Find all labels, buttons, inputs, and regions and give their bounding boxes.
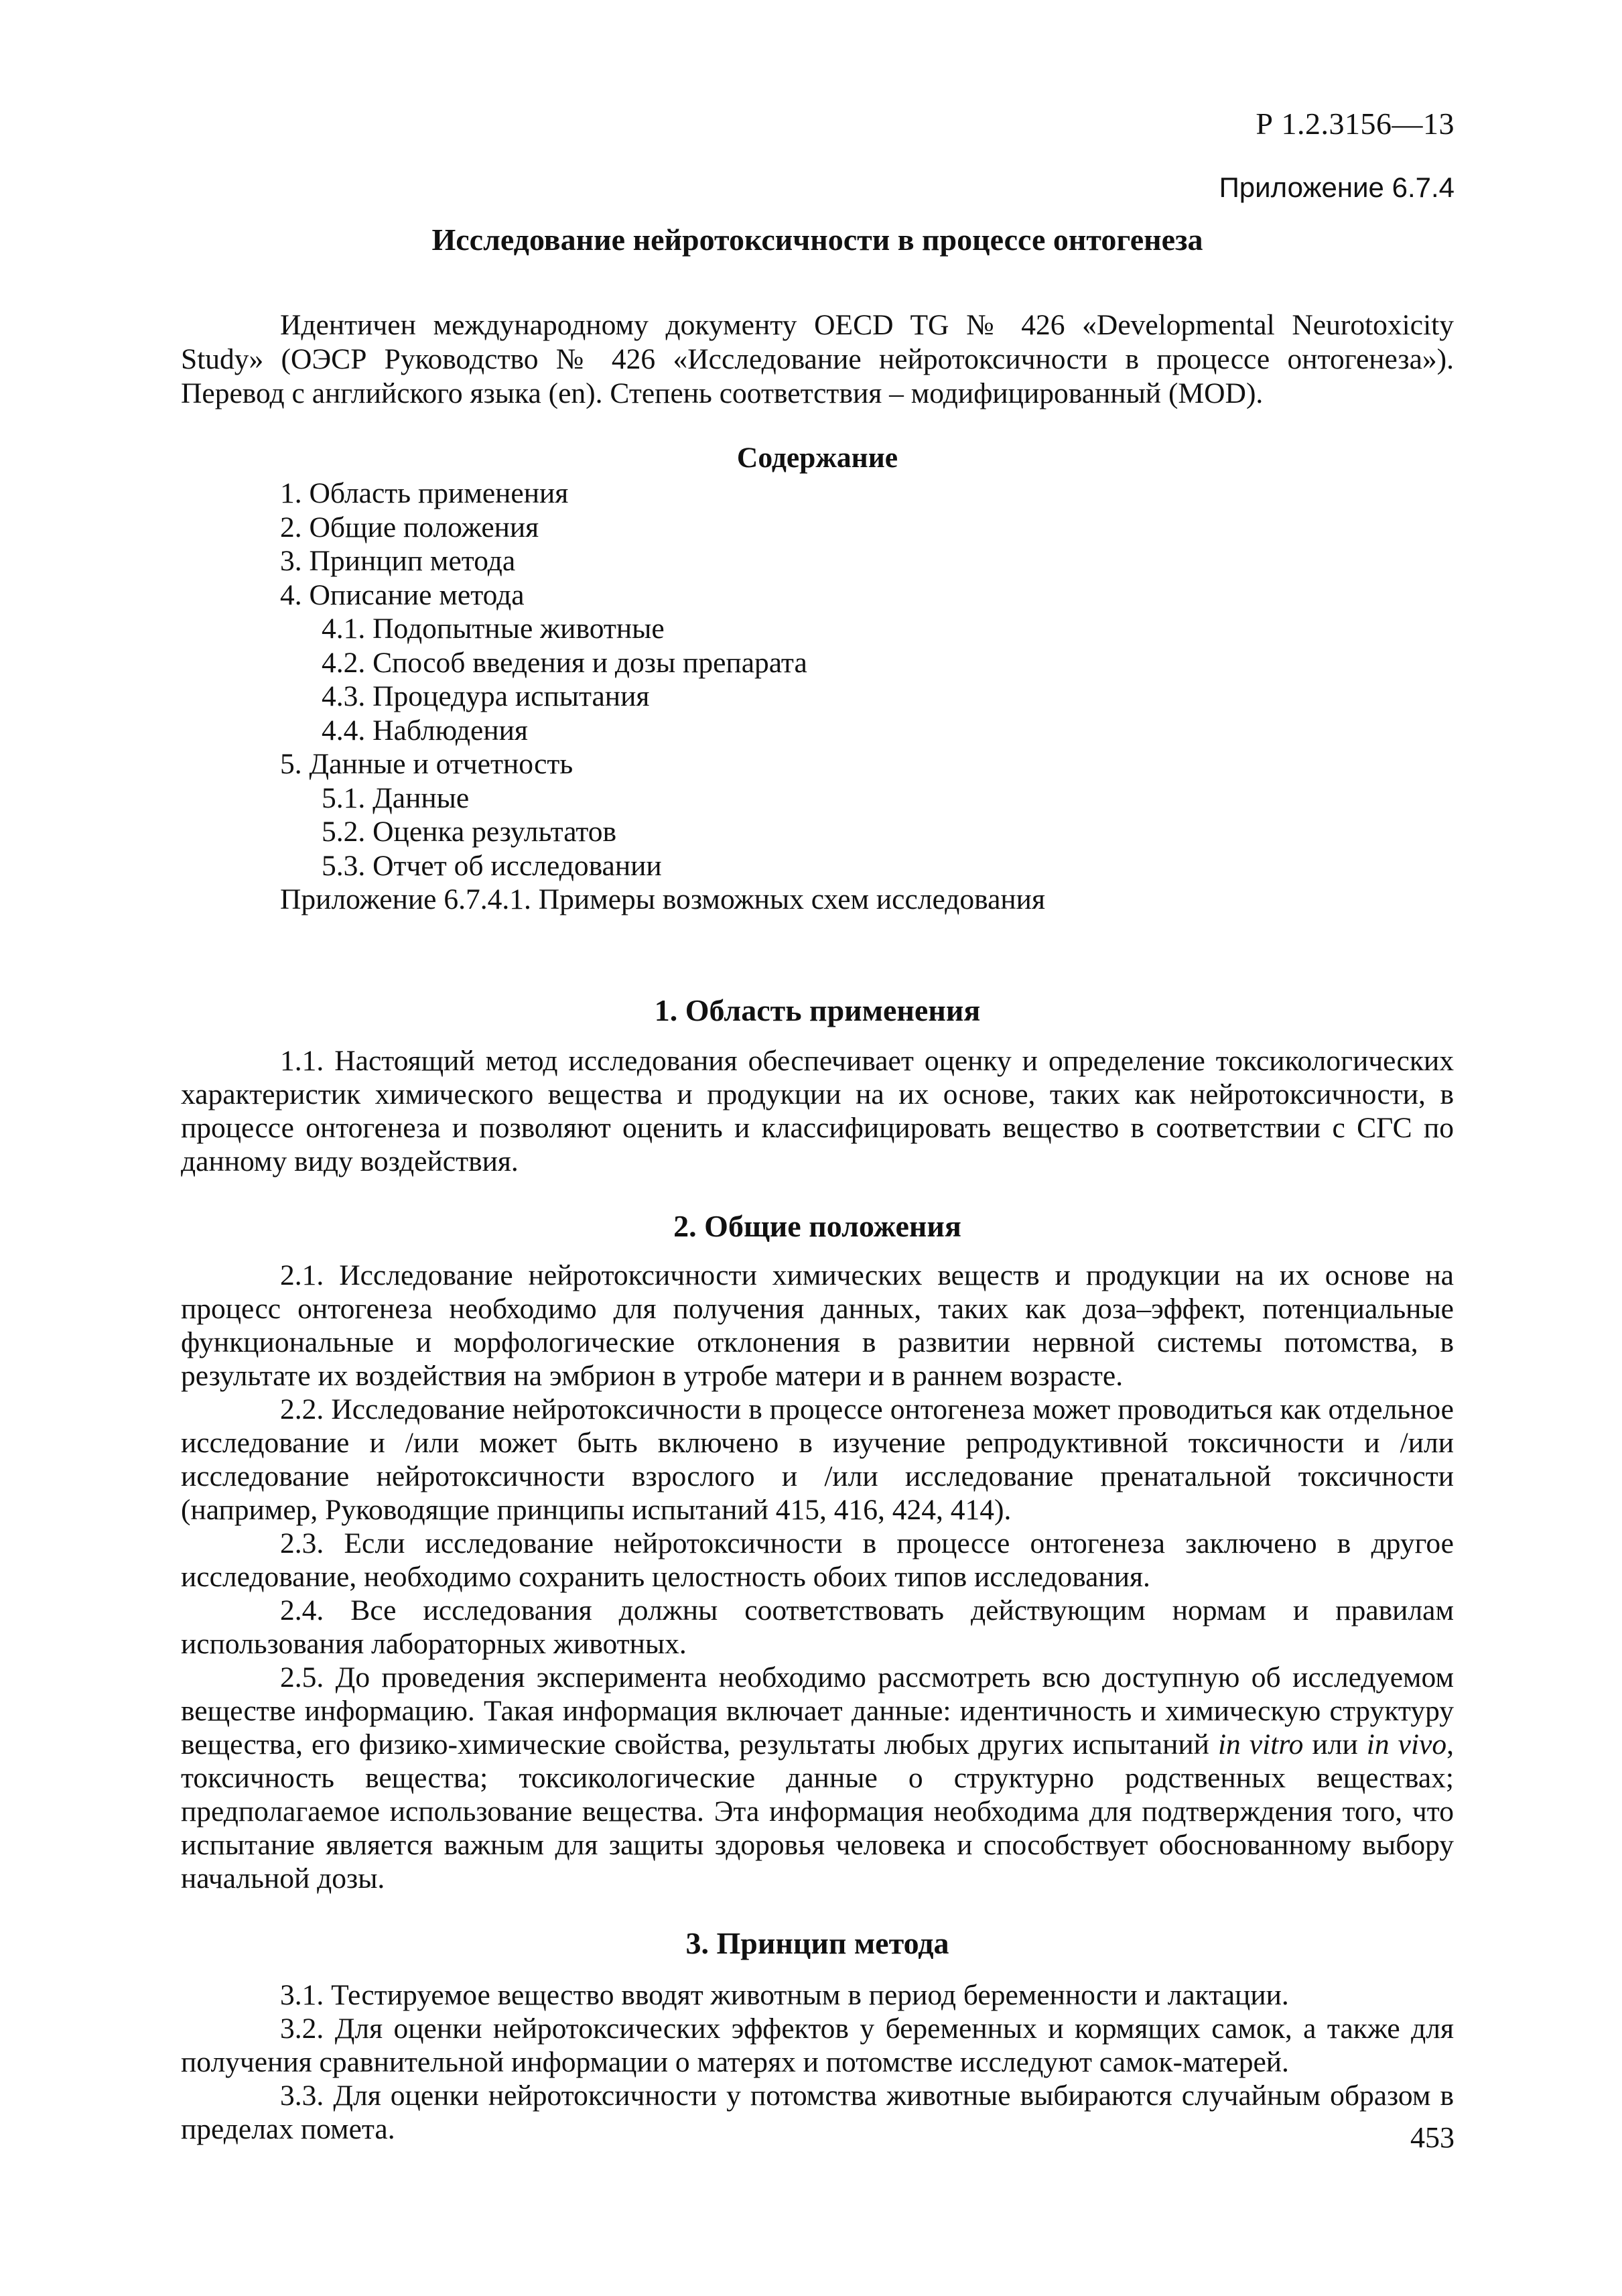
toc-subitem: 4.1. Подопытные животные [322,613,665,645]
section-heading-3: 3. Принцип метода [685,1925,949,1960]
toc-item: 1. Область применения [280,477,569,509]
document-code: Р 1.2.3156—13 [1256,107,1455,141]
toc-subitem: 5.1. Данные [322,781,470,814]
toc-item: 4. Описание метода [280,578,525,611]
paragraph-2-5-text-or: или [1303,1728,1367,1761]
paragraph-2-2: 2.2. Исследование нейротоксичности в процессе онтогенеза может проводиться как отдельное исследование и /или может быть включено в изучение репродуктивной токсичности и /или исследование нейротоксичности взрослого и /или исследование пренатальной токсичности (например, Руководящие принципы испытаний 415, 416, 424, 414). [181,1393,1454,1526]
paragraph-2-5-text-a: 2.5. До проведения эксперимента необходимо рассмотреть всю доступную об исследуемом веществе информацию. Такая информация включает данные: идентичность и химическую структуру вещества, его физико-химические свойства, результаты любых других испытаний [181,1661,1454,1761]
page-number: 453 [1410,2121,1455,2154]
document-title: Исследование нейротоксичности в процессе онтогенеза [431,222,1203,257]
paragraph-3-1: 3.1. Тестируемое вещество вводят животным в период беременности и лактации. [280,1978,1289,2011]
table-of-contents [181,476,1454,917]
toc-subitem: 5.2. Оценка результатов [322,816,617,848]
paragraph-1-1: 1.1. Настоящий метод исследования обеспечивает оценку и определение токсикологических характеристик химического вещества и продукции на их основе, таких как нейротоксичности, в процессе онтогенеза и позволяют оценить и классифицировать вещество в соответствии с СГС по данному виду воздействия. [181,1044,1454,1177]
toc-item: Приложение 6.7.4.1. Примеры возможных схем исследования [280,883,1045,915]
in-vitro-term: in vitro [1217,1728,1304,1761]
paragraph-3-2: 3.2. Для оценки нейротоксических эффектов у беременных и кормящих самок, а также для получения сравнительной информации о матерях и потомстве исследуют самок-матерей. [181,2012,1454,2078]
paragraph-2-5-text-b: , токсичность вещества; токсикологические данные о структурно родственных веществах; предполагаемое использование вещества. Эта информация необходима для подтверждения того, что испытание является важным для защиты здоровья человека и способствует обоснованному выбору начальной дозы. [181,1728,1454,1895]
toc-subitem: 4.3. Процедура испытания [322,680,650,712]
section-heading-1: 1. Область применения [654,993,981,1027]
document-body [181,221,1454,2146]
toc-item: 3. Принцип метода [280,545,516,577]
appendix-label: Приложение 6.7.4 [1219,172,1455,203]
toc-subitem: 5.3. Отчет об исследовании [322,849,662,882]
intro-paragraph: Идентичен международному документу OECD TG № 426 «Developmental Neurotoxicity Study» (ОЭСР Руководство № 426 «Исследование нейротоксичности в процессе онтогенеза»). Перевод с английского языка (en). Степень соответствия – модифицированный (MOD). [181,309,1454,409]
in-vivo-term: in vivo [1366,1728,1447,1761]
paragraph-2-1: 2.1. Исследование нейротоксичности химических веществ и продукции на их основе на процесс онтогенеза необходимо для получения данных, таких как доза–эффект, потенциальные функциональные и морфологические отклонения в развитии нервной системы потомства, в результате их воздействия на эмбрион в утробе матери и в раннем возрасте. [181,1259,1454,1392]
toc-heading: Содержание [736,442,898,474]
toc-item: 5. Данные и отчетность [280,748,573,780]
paragraph-2-5 [181,1661,1454,1895]
paragraph-3-3: 3.3. Для оценки нейротоксичности у потомства животные выбираются случайным образом в пределах помета. [181,2079,1454,2145]
toc-subitem: 4.2. Способ введения и дозы препарата [322,646,807,679]
section-heading-2: 2. Общие положения [673,1208,961,1243]
paragraph-2-3: 2.3. Если исследование нейротоксичности в процессе онтогенеза заключено в другое исследование, необходимо сохранить целостность обоих типов исследования. [181,1527,1454,1593]
toc-subitem: 4.4. Наблюдения [322,714,528,747]
paragraph-2-4: 2.4. Все исследования должны соответствовать действующим нормам и правилам использования лабораторных животных. [181,1594,1454,1660]
toc-item: 2. Общие положения [280,511,539,544]
